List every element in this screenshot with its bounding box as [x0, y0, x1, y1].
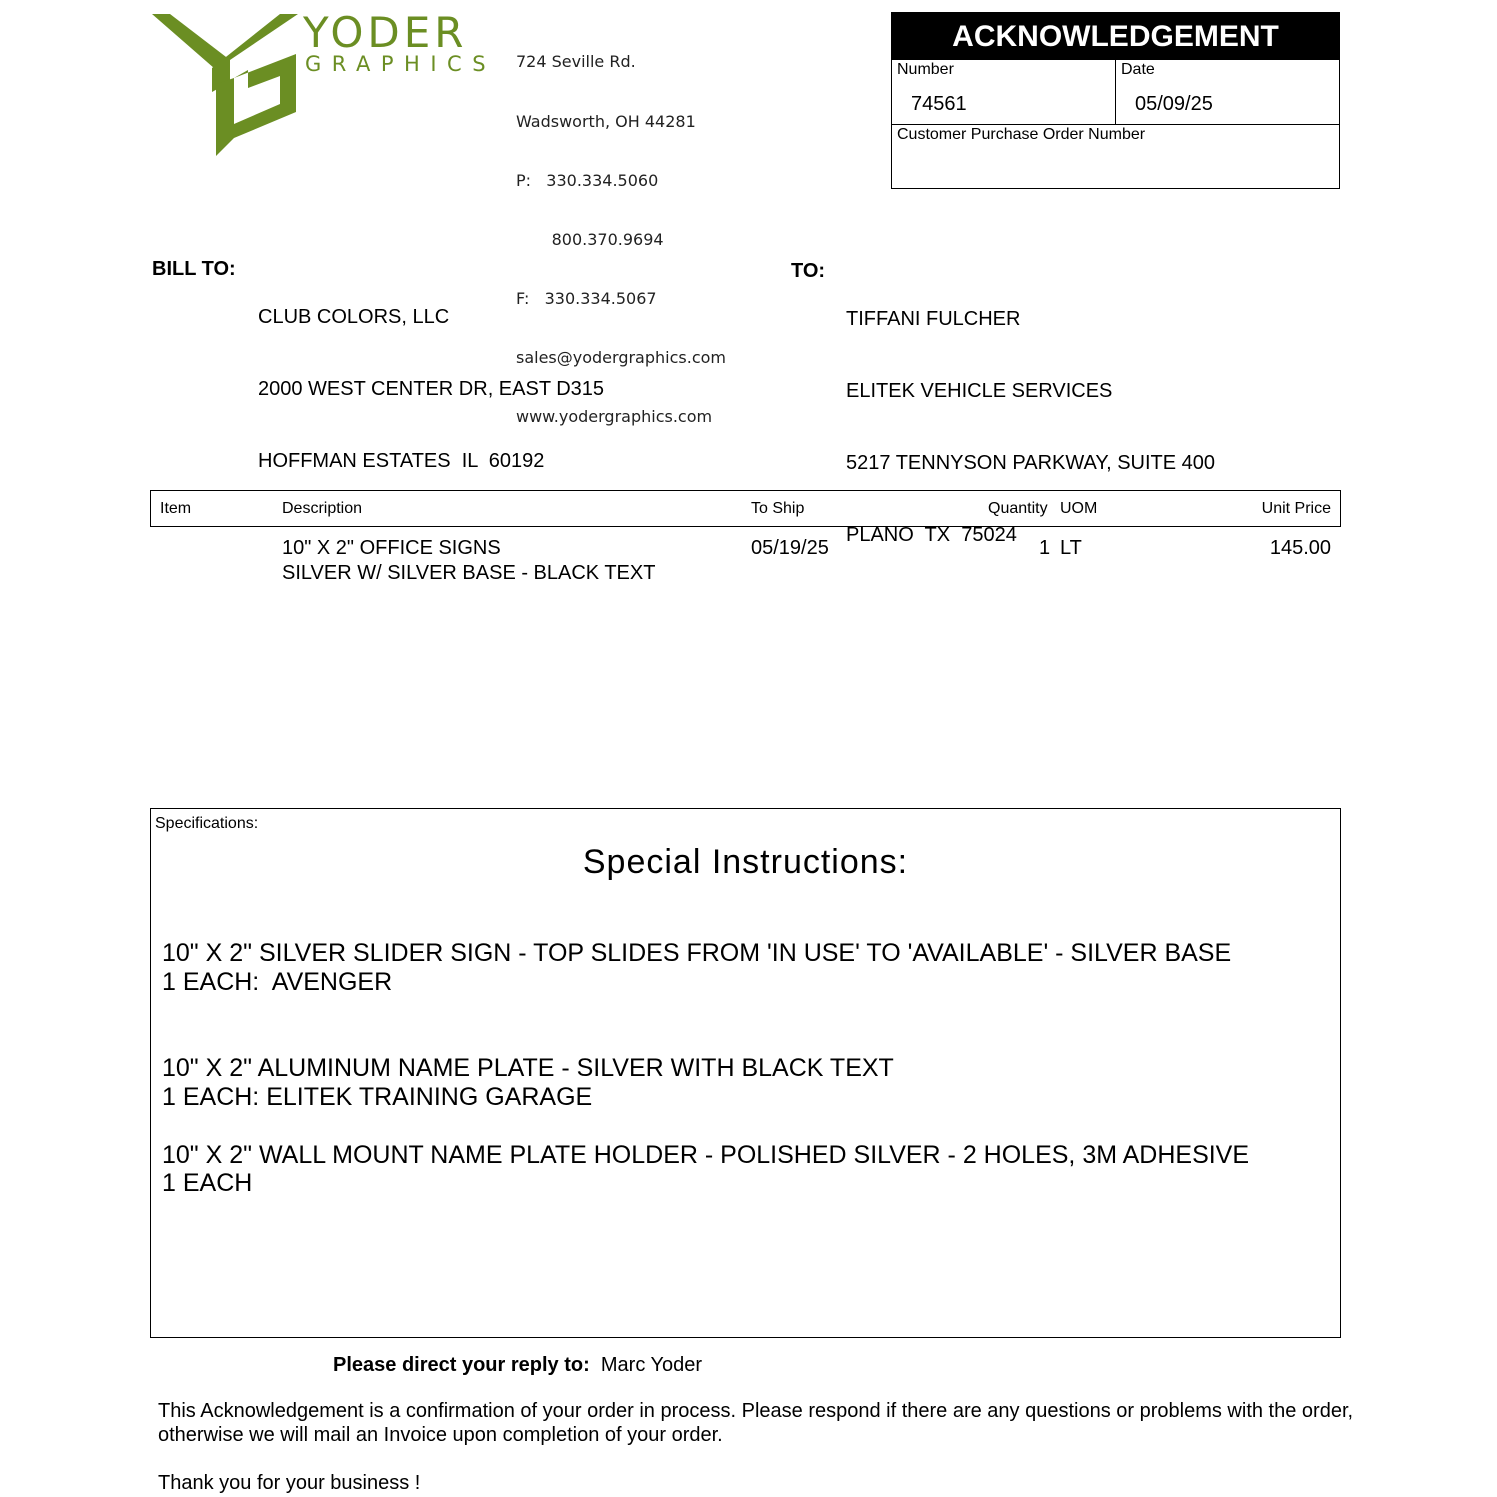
- customer-po-label: Customer Purchase Order Number: [897, 126, 1146, 143]
- order-date-label: Date: [1121, 61, 1155, 78]
- company-street: 724 Seville Rd.: [516, 52, 636, 72]
- reply-label: Please direct your reply to:: [333, 1354, 590, 1376]
- company-phone-alt: 800.370.9694: [516, 229, 664, 249]
- instruction-line: 10" X 2" WALL MOUNT NAME PLATE HOLDER - POLISHED SILVER - 2 HOLES, 3M ADHESIVE: [162, 1141, 1250, 1169]
- reply-name: Marc Yoder: [600, 1354, 703, 1376]
- acknowledgement-number-date-row: [892, 60, 1339, 125]
- order-date-cell: [1116, 60, 1339, 124]
- ship-to-line: TIFFANI FULCHER: [846, 308, 1021, 330]
- item-description-line1: 10" X 2" OFFICE SIGNS: [282, 537, 501, 559]
- order-date-value: 05/09/25: [1135, 93, 1213, 115]
- order-number-cell: [892, 60, 1116, 124]
- bill-to-line: HOFFMAN ESTATES IL 60192: [258, 450, 545, 472]
- bill-to-address: [258, 257, 604, 497]
- ship-to-line: ELITEK VEHICLE SERVICES: [846, 380, 1113, 402]
- bill-to-label: BILL TO:: [152, 258, 236, 280]
- col-unit-price-header: Unit Price: [1261, 500, 1331, 517]
- logo-wordmark: YODER: [303, 8, 468, 57]
- bill-to-line: CLUB COLORS, LLC: [258, 306, 450, 328]
- acknowledgement-title: ACKNOWLEDGEMENT: [892, 13, 1339, 60]
- instruction-line: 1 EACH: AVENGER: [162, 968, 393, 996]
- instruction-line: 1 EACH: [162, 1169, 253, 1197]
- instruction-line: 1 EACH: ELITEK TRAINING GARAGE: [162, 1083, 593, 1111]
- item-uom: LT: [1060, 537, 1082, 559]
- ship-to-line: 5217 TENNYSON PARKWAY, SUITE 400: [846, 452, 1216, 474]
- item-unit-price: 145.00: [1269, 537, 1331, 559]
- items-table-header: [150, 490, 1341, 527]
- company-fax: F: 330.334.5067: [516, 288, 657, 308]
- acknowledgement-box: [891, 12, 1340, 189]
- item-description-line2: SILVER W/ SILVER BASE - BLACK TEXT: [282, 562, 656, 584]
- logo-subtitle: GRAPHICS: [305, 52, 497, 76]
- company-email[interactable]: sales@yodergraphics.com: [516, 347, 726, 367]
- specifications-label: Specifications:: [155, 815, 259, 832]
- confirmation-text: This Acknowledgement is a confirmation of your order in process. Please respond if there are any questions or problems with the order, otherwise we will mail an Invoice upon completion of your order.: [158, 1400, 1354, 1446]
- company-website[interactable]: www.yodergraphics.com: [516, 406, 713, 426]
- order-number-label: Number: [897, 61, 954, 78]
- col-to-ship-header: To Ship: [751, 500, 805, 517]
- item-quantity: 1: [1039, 537, 1051, 559]
- company-city: Wadsworth, OH 44281: [516, 111, 696, 131]
- yoder-graphics-logo-icon: [150, 12, 300, 157]
- reply-contact: [333, 1354, 702, 1377]
- col-item-header: Item: [160, 500, 192, 517]
- ship-to-line: PLANO TX 75024: [846, 524, 1017, 546]
- item-to-ship: 05/19/25: [751, 537, 829, 559]
- bill-to-line: 2000 WEST CENTER DR, EAST D315: [258, 378, 605, 400]
- instruction-line: 10" X 2" ALUMINUM NAME PLATE - SILVER WITH BLACK TEXT: [162, 1054, 894, 1082]
- col-description-header: Description: [282, 500, 363, 517]
- col-quantity-header: Quantity: [988, 500, 1048, 517]
- special-instructions-title: Special Instructions:: [582, 843, 909, 881]
- order-number-value: 74561: [911, 93, 967, 115]
- col-uom-header: UOM: [1060, 500, 1098, 517]
- instruction-line: 10" X 2" SILVER SLIDER SIGN - TOP SLIDES FROM 'IN USE' TO 'AVAILABLE' - SILVER BASE: [162, 939, 1232, 967]
- ship-to-label: TO:: [791, 260, 826, 282]
- thank-you-text: Thank you for your business !: [158, 1472, 421, 1494]
- company-phone: P: 330.334.5060: [516, 170, 659, 190]
- specifications-box: [150, 808, 1341, 1338]
